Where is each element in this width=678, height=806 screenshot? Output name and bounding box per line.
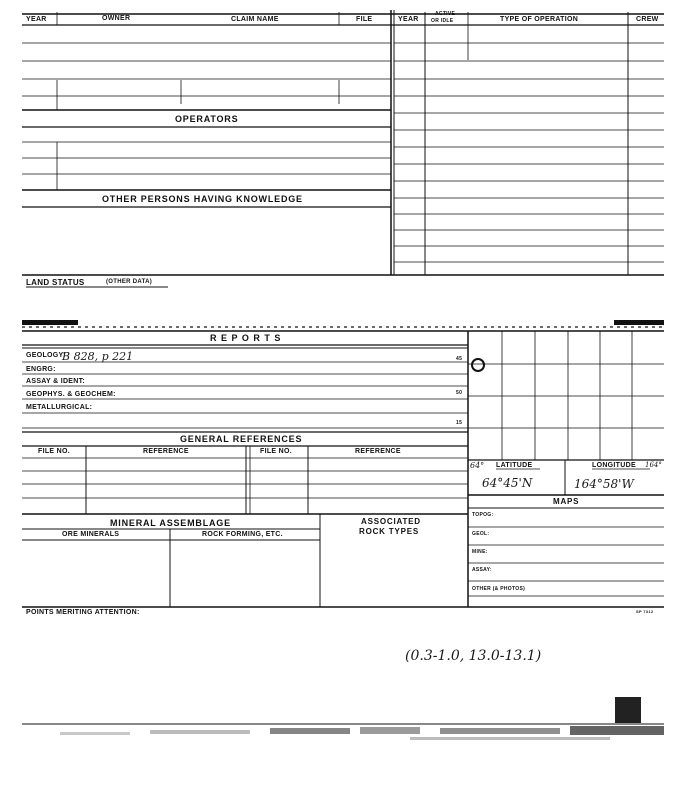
report-geophys-label: GEOPHYS. & GEOCHEM: xyxy=(26,391,116,398)
gr-col-reference-1: REFERENCE xyxy=(143,448,189,455)
ore-minerals-label: ORE MINERALS xyxy=(62,531,120,538)
maps-heading: MAPS xyxy=(553,497,580,506)
gr-col-file-no-1: FILE NO. xyxy=(38,448,70,455)
gr-col-file-no-2: FILE NO. xyxy=(260,448,292,455)
handwritten-note: (0.3-1.0, 13.0-13.1) xyxy=(405,648,542,664)
land-status-sub: (OTHER DATA) xyxy=(106,279,153,285)
header-type-of-operation: TYPE OF OPERATION xyxy=(500,16,579,23)
report-geology-label: GEOLOGY: xyxy=(26,352,66,359)
report-engrg-label: ENGRG: xyxy=(26,366,56,373)
other-persons-heading: OTHER PERSONS HAVING KNOWLEDGE xyxy=(102,194,303,204)
header-file: FILE xyxy=(356,16,373,23)
header-year-2: YEAR xyxy=(398,16,419,23)
lat-prefix: 64° xyxy=(470,461,485,470)
gr-col-reference-2: REFERENCE xyxy=(355,448,401,455)
report-assay-num: 50 xyxy=(456,390,463,396)
report-metallurgical-num: 15 xyxy=(456,420,463,426)
header-year: YEAR xyxy=(26,16,47,23)
header-claim-name: CLAIM NAME xyxy=(231,16,279,23)
form-number: SP 7312 xyxy=(636,609,654,614)
map-assay: ASSAY: xyxy=(472,567,492,573)
map-geol: GEOL: xyxy=(472,531,490,537)
report-geology-num: 45 xyxy=(456,356,463,362)
report-metallurgical-label: METALLURGICAL: xyxy=(26,404,93,411)
operators-heading: OPERATORS xyxy=(175,114,239,124)
report-geology-value: B 828, p 221 xyxy=(62,350,134,363)
land-status-label: LAND STATUS xyxy=(26,278,85,287)
mineral-assemblage-heading: MINERAL ASSEMBLAGE xyxy=(110,518,231,528)
points-meriting-attention: POINTS MERITING ATTENTION: xyxy=(26,609,140,616)
longitude-value: 164°58'W xyxy=(574,477,634,491)
latitude-value: 64°45'N xyxy=(482,476,533,490)
map-topog: TOPOG: xyxy=(472,512,494,518)
reports-heading: R E P O R T S xyxy=(210,333,282,343)
associated-rock-label-2: ROCK TYPES xyxy=(359,527,420,536)
lon-suffix: 164° xyxy=(645,461,662,469)
header-active: ACTIVE xyxy=(435,11,456,17)
map-mine: MINE: xyxy=(472,549,488,555)
longitude-label: LONGITUDE xyxy=(592,462,636,469)
header-crew: CREW xyxy=(636,16,659,23)
header-or-idle: OR IDLE xyxy=(431,18,454,24)
associated-rock-label-1: ASSOCIATED xyxy=(361,517,421,526)
header-owner: OWNER xyxy=(102,15,131,22)
rock-forming-label: ROCK FORMING, ETC. xyxy=(202,531,283,538)
map-other: OTHER (& PHOTOS) xyxy=(472,586,526,592)
report-assay-label: ASSAY & IDENT: xyxy=(26,378,86,385)
latitude-label: LATITUDE xyxy=(496,462,533,469)
general-references-heading: GENERAL REFERENCES xyxy=(180,434,303,444)
